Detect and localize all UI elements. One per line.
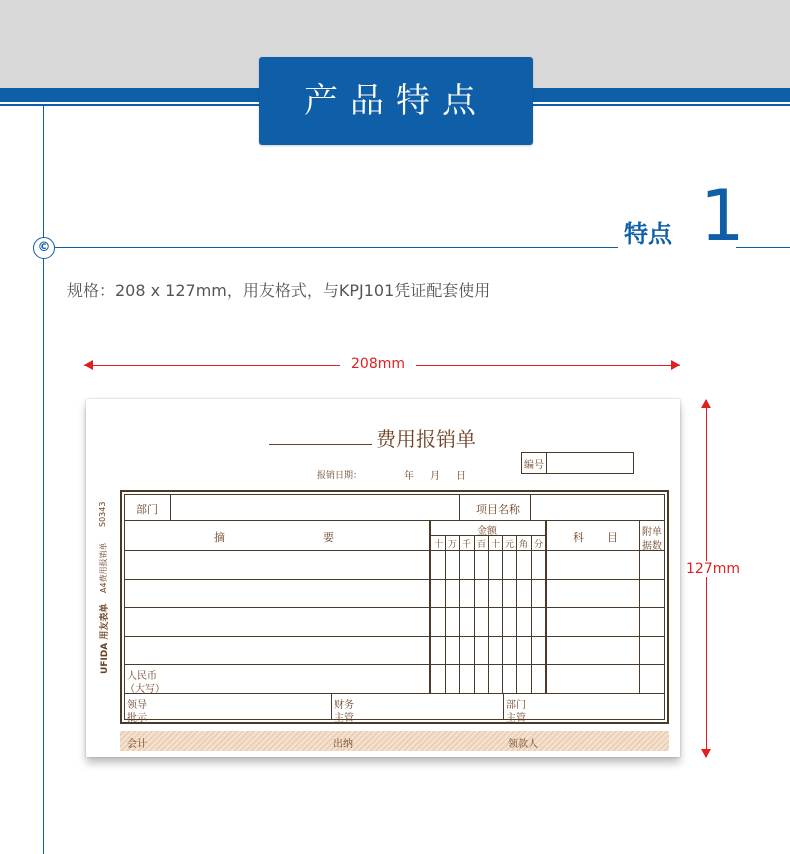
leader-label-2: 批示	[127, 713, 147, 724]
payee-label: 领款人	[508, 739, 538, 750]
spec-text: 规格：208 x 127mm，用友格式，与KPJ101凭证配套使用	[67, 281, 491, 300]
col-line	[170, 494, 171, 520]
digit-shi-label: 十	[434, 540, 444, 550]
digit-jiao-label: 角	[519, 540, 529, 550]
day-label: 日	[456, 471, 466, 482]
copyright-icon: ©	[33, 237, 55, 259]
col-line	[459, 494, 460, 520]
form-title: 费用报销单	[376, 427, 476, 451]
row-line	[124, 693, 665, 694]
project-label: 项目名称	[476, 503, 520, 516]
arrow-right-icon	[671, 360, 680, 370]
number-label: 编号	[524, 460, 544, 471]
cashier-label: 出纳	[333, 739, 353, 750]
row-line	[124, 636, 665, 637]
digit-line	[502, 535, 503, 693]
digit-qian-label: 千	[462, 540, 472, 550]
col-line	[530, 494, 531, 520]
section-divider-left	[55, 247, 618, 248]
side-brand: UFIDA 用友表单	[100, 603, 110, 674]
digit-line	[445, 535, 446, 693]
finance-label-1: 财务	[334, 700, 354, 711]
section-vertical-line	[43, 106, 44, 854]
row-line	[124, 664, 665, 665]
arrow-down-icon	[701, 749, 711, 758]
digit-wan-label: 万	[448, 540, 458, 550]
summary-label-right: 要	[323, 531, 334, 544]
col-line	[503, 693, 504, 720]
col-line	[429, 520, 431, 693]
finance-label-2: 主管	[334, 713, 354, 724]
height-label: 127mm	[683, 561, 743, 577]
summary-label-left: 摘	[214, 531, 225, 544]
digit-shi2-label: 十	[491, 540, 501, 550]
row-line	[124, 579, 665, 580]
row-line	[124, 607, 665, 608]
digit-line	[459, 535, 460, 693]
number-box-divider	[546, 452, 547, 474]
month-label: 月	[430, 471, 440, 482]
digit-line	[488, 535, 489, 693]
attachments-label-2: 据数	[642, 541, 662, 552]
attachments-label-1: 附单	[642, 527, 662, 538]
signature-bar	[120, 731, 669, 751]
subject-label: 科 目	[573, 531, 624, 544]
year-label: 年	[404, 471, 414, 482]
digit-line	[531, 535, 532, 693]
digit-yuan-label: 元	[505, 540, 515, 550]
row-line	[124, 520, 665, 521]
digit-bai-label: 百	[477, 540, 487, 550]
rmb-label-2: （大写）	[125, 684, 165, 695]
col-line	[331, 693, 332, 720]
amount-label: 金额	[477, 526, 497, 537]
col-line	[639, 520, 640, 693]
dept-head-label-1: 部门	[506, 700, 526, 711]
arrow-left-icon	[84, 360, 93, 370]
accountant-label: 会计	[127, 739, 147, 750]
col-line	[545, 520, 547, 693]
department-label: 部门	[136, 503, 158, 516]
side-name: A4费用报销单	[99, 542, 108, 593]
side-code: S0343	[98, 501, 107, 527]
arrow-up-icon	[701, 399, 711, 408]
feature-label: 特点	[624, 220, 672, 248]
dept-head-label-2: 主管	[506, 713, 526, 724]
date-label: 报销日期：	[317, 471, 363, 481]
form-title-underline	[269, 444, 372, 445]
feature-number: 1	[700, 175, 745, 257]
page-title: 产品特点	[259, 57, 533, 145]
leader-label-1: 领导	[127, 700, 147, 711]
digit-fen-label: 分	[534, 540, 544, 550]
width-label: 208mm	[340, 356, 416, 372]
rmb-label-1: 人民币	[127, 671, 157, 682]
height-dimension-line	[706, 400, 707, 757]
digit-line	[516, 535, 517, 693]
row-line	[124, 550, 665, 551]
digit-line	[474, 535, 475, 693]
